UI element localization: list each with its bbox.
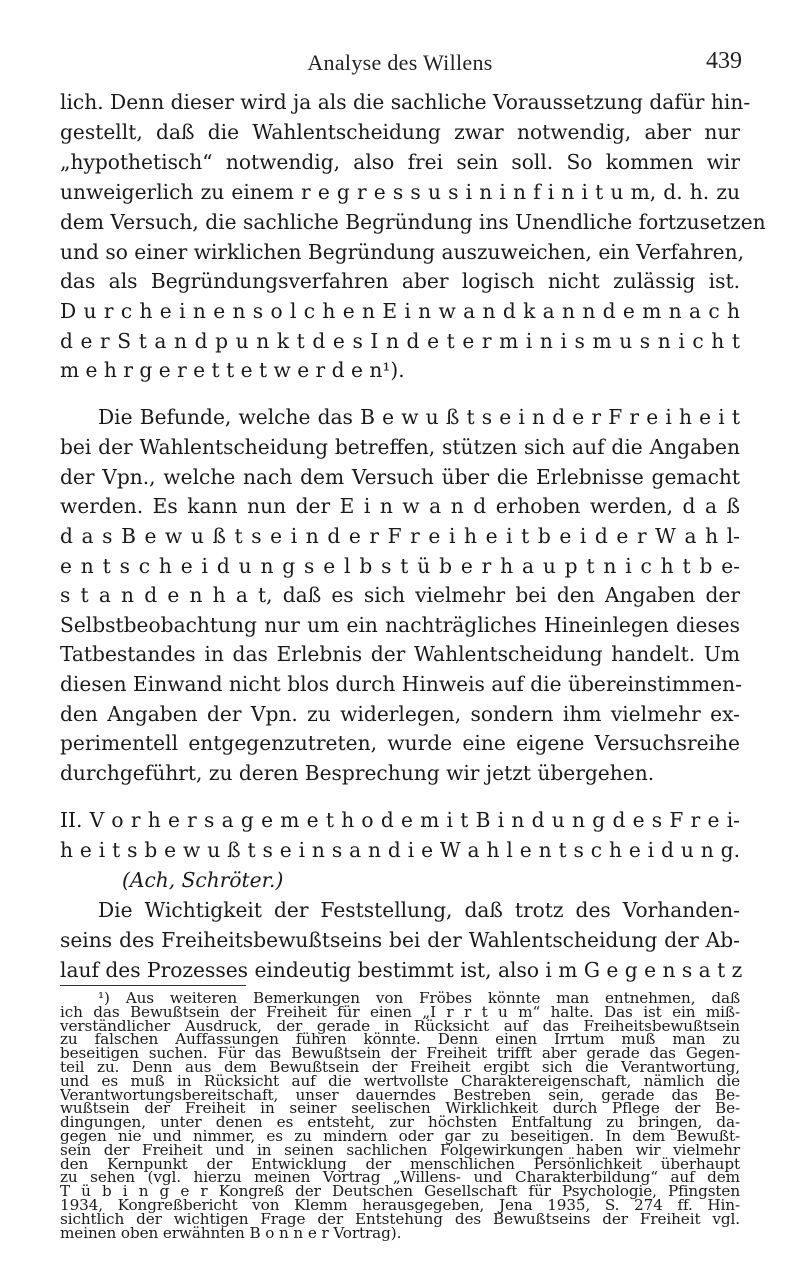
footnote-line: wußtsein der Freiheit in seiner seelischen Wirklichkeit durch Pflege der Be- [60,1099,740,1117]
body-line: und so einer wirklichen Begründung auszuweichen, ein Verfahren, [60,240,744,264]
running-header: Analyse des Willens [307,50,493,75]
footnote-line: zu falschen Auffassungen führen könnte. Denn einen Irrtum muß man zu [60,1030,740,1048]
body-line: D u r c h e i n e n s o l c h e n E i n w a n d k a n n d e m n a c h [60,299,740,323]
body-line: den Angaben der Vpn. zu widerlegen, sondern ihm vielmehr ex- [60,702,740,726]
body-line: seins des Freiheitsbewußtseins bei der Wahlentscheidung der Ab- [60,928,740,952]
body-line: e n t s c h e i d u n g s e l b s t ü b e r h a u p t n i c h t b e- [60,554,740,578]
body-line: d e r S t a n d p u n k t d e s I n d e t e r m i n i s m u s n i c h t [60,329,740,353]
body-line: unweigerlich zu einem r e g r e s s u s i n i n f i n i t u m, d. h. zu [60,180,740,204]
body-line: das als Begründungsverfahren aber logisch nicht zulässig ist. [60,269,740,293]
body-line: dem Versuch, die sachliche Begründung ins Unendliche fortzusetzen [60,210,766,234]
footnote-line: teil zu. Denn aus dem Bewußtsein der Freiheit ergibt sich die Verantwortung, [60,1058,740,1076]
body-line: der Vpn., welche nach dem Versuch über die Erlebnisse gemacht [60,465,740,489]
footnote-line: sichtlich der wichtigen Frage der Entstehung des Bewußtseins der Freiheit vgl. [60,1210,740,1228]
footnote-line: T ü b i n g e r Kongreß der Deutschen Gesellschaft für Psychologie, Pfingsten [60,1182,740,1200]
paragraph-start-line: Die Befunde, welche das B e w u ß t s e i n d e r F r e i h e i t [98,405,740,429]
footnote-line: dingungen, unter denen es entsteht, zur höchsten Entfaltung zu bringen, da- [60,1113,740,1131]
body-line: werden. Es kann nun der E i n w a n d erhoben werden, d a ß [60,494,740,518]
section-heading-line: II. V o r h e r s a g e m e t h o d e m i t B i n d u n g d e s F r e i- [60,808,740,832]
body-line: lauf des Prozesses eindeutig bestimmt ist, also i m G e g e n s a t z [60,958,743,982]
body-line: gestellt, daß die Wahlentscheidung zwar notwendig, aber nur [60,120,740,144]
page-number: 439 [706,48,742,74]
body-line: Tatbestandes in das Erlebnis der Wahlentscheidung handelt. Um [60,642,740,666]
body-line: durchgeführt, zu deren Besprechung wir jetzt übergehen. [60,761,655,785]
body-line: „hypothetisch“ notwendig, also frei sein soll. So kommen wir [60,150,740,174]
footnote-line: gegen nie und nimmer, es zu mindern oder gar zu beseitigen. In dem Bewußt- [60,1127,740,1145]
body-line: s t a n d e n h a t, daß es sich vielmehr bei den Angaben der [60,583,740,607]
body-line: m e h r g e r e t t e t w e r d e n¹). [60,358,405,382]
body-line: diesen Einwand nicht blos durch Hinweis auf die übereinstimmen- [60,672,742,696]
footnote-line: den Kernpunkt der Entwicklung der menschlichen Persönlichkeit überhaupt [60,1155,740,1173]
footnote-line: und es muß in Rücksicht auf die wertvollste Charaktereigenschaft, nämlich die [60,1072,740,1090]
footnote-line: verständlicher Ausdruck, der gerade in Rücksicht auf das Freiheitsbewußtsein [60,1017,740,1035]
body-line: Selbstbeobachtung nur um ein nachträgliches Hineinlegen dieses [60,613,740,637]
footnote-line: ich das Bewußtsein der Freiheit für einen „I r r t u m“ halte. Das ist ein miß- [60,1003,740,1021]
footnote-line: sein der Freiheit und in seinen sachlichen Folgewirkungen haben wir vielmehr [60,1141,740,1159]
footnote-start-line: ¹) Aus weiteren Bemerkungen von Fröbes könnte man entnehmen, daß [98,989,740,1007]
footnote-divider [60,985,246,986]
section-authors: (Ach, Schröter.) [122,868,284,892]
footnote-line: beseitigen suchen. Für das Bewußtsein der Freiheit trifft aber gerade das Gegen- [60,1044,740,1062]
footnote-line: Verantwortungsbereitschaft, unser dauerndes Bestreben sein, gerade das Be- [60,1086,740,1104]
body-line: bei der Wahlentscheidung betreffen, stützen sich auf die Angaben [60,435,740,459]
body-line: perimentell entgegenzutreten, wurde eine eigene Versuchsreihe [60,731,740,755]
footnote-line: zu sehen (vgl. hierzu meinen Vortrag „Willens- und Charakterbildung“ auf dem [60,1168,740,1186]
footnote-line: 1934, Kongreßbericht von Klemm herausgegeben, Jena 1935, S. 274 ff. Hin- [60,1196,740,1214]
section-heading-line: h e i t s b e w u ß t s e i n s a n d i e W a h l e n t s c h e i d u n g. [60,838,740,862]
paragraph-start-line: Die Wichtigkeit der Feststellung, daß trotz des Vorhanden- [98,898,740,922]
body-line: lich. Denn dieser wird ja als die sachliche Voraussetzung dafür hin- [60,90,751,114]
footnote-line: meinen oben erwähnten B o n n e r Vortrag). [60,1224,402,1242]
body-line: d a s B e w u ß t s e i n d e r F r e i h e i t b e i d e r W a h l- [60,524,740,548]
